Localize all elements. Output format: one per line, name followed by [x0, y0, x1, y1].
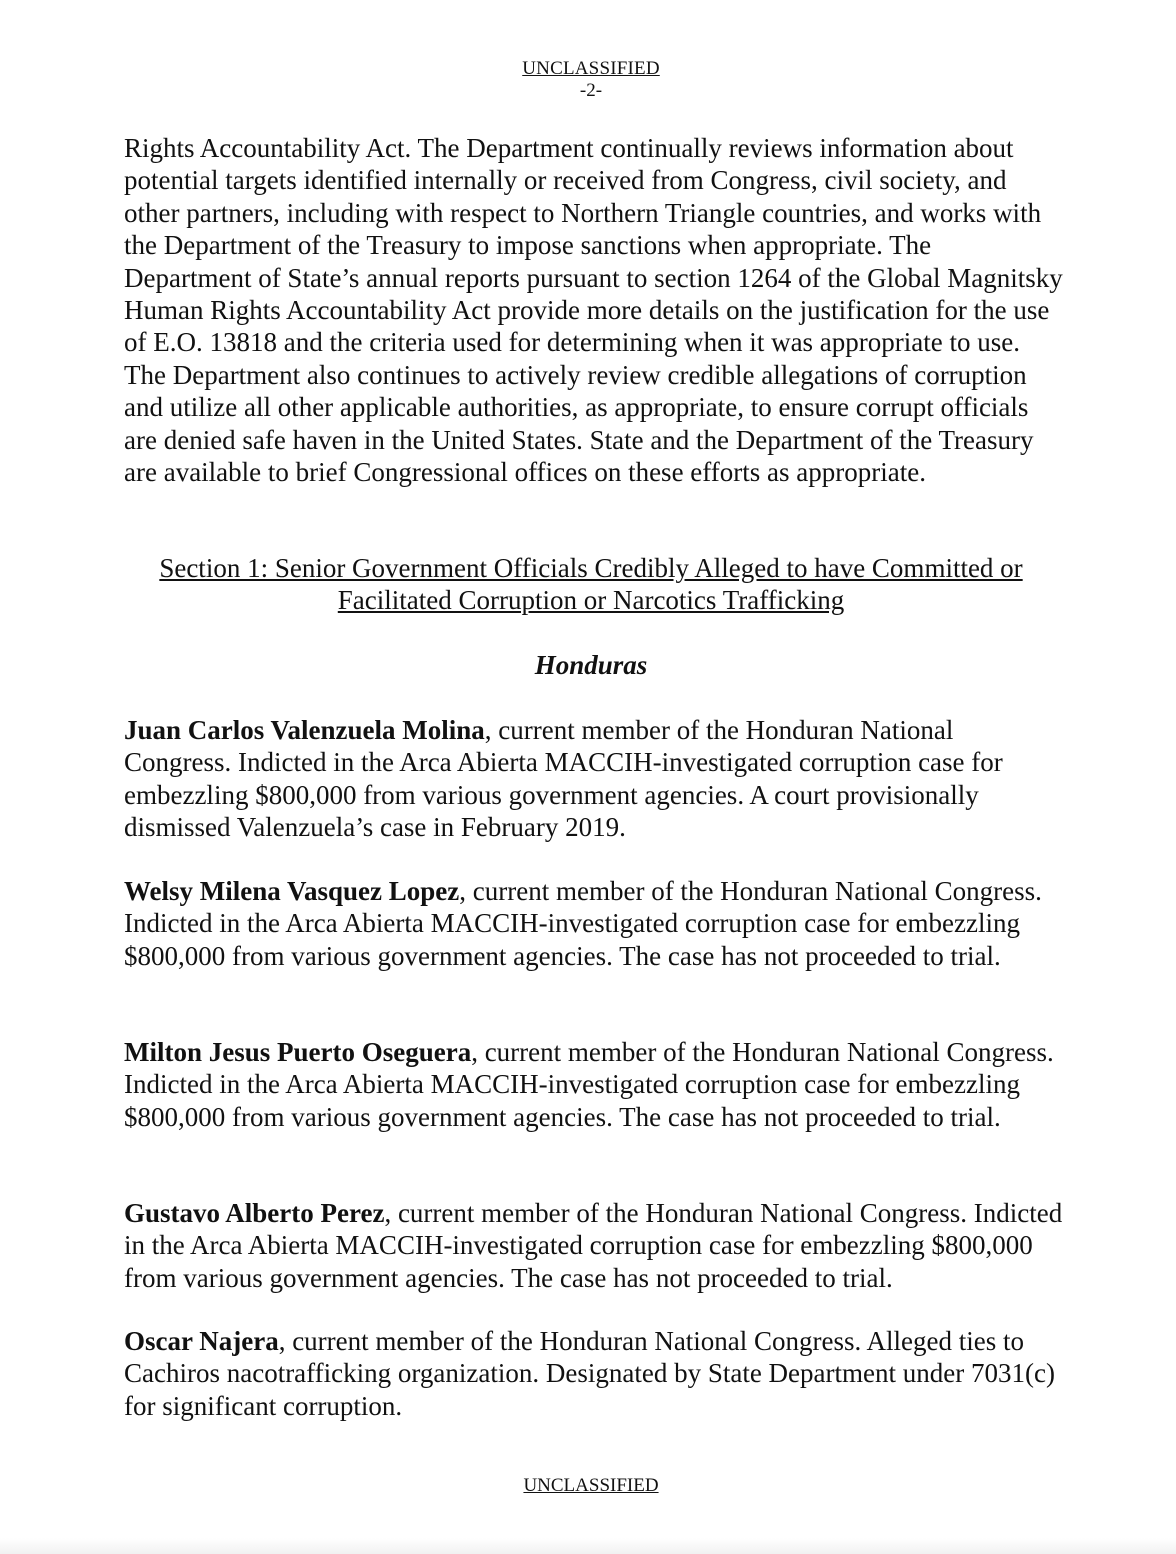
official-entry — [124, 714, 1064, 844]
official-description: , current member of the Honduran National Congress. Indicted in the Arca Abierta MACCIH-investigated corruption case for embezzling $800,000 from various government agencies. The case has not proceeded to trial. — [124, 1037, 1054, 1132]
header-classification: UNCLASSIFIED — [522, 58, 660, 79]
official-description: , current member of the Honduran National Congress. Alleged ties to Cachiros nacotrafficking organization. Designated by State Department under 7031(c) for significant corruption. — [124, 1326, 1055, 1421]
intro-paragraph: Rights Accountability Act. The Department continually reviews information about potential targets identified internally or received from Congress, civil society, and other partners, including with respect to Northern Triangle countries, and works with the Department of the Treasury to impose sanctions when appropriate. The Department of State’s annual reports pursuant to section 1264 of the Global Magnitsky Human Rights Accountability Act provide more details on the justification for the use of E.O. 13818 and the criteria used for determining when it was appropriate to use. The Department also continues to actively review credible allegations of corruption and utilize all other applicable authorities, as appropriate, to ensure corrupt officials are denied safe haven in the United States. State and the Department of the Treasury are available to brief Congressional offices on these efforts as appropriate. — [124, 133, 1063, 488]
official-name: Gustavo Alberto Perez — [124, 1198, 385, 1228]
official-description: , current member of the Honduran National Congress. Indicted in the Arca Abierta MACCIH-investigated corruption case for embezzling $800,000 from various government agencies. The case has not proceeded to trial. — [124, 1198, 1063, 1293]
section-heading: Section 1: Senior Government Officials Credibly Alleged to have Committed or Facilitated Corruption or Narcotics Trafficking — [159, 553, 1023, 616]
official-name: Milton Jesus Puerto Oseguera — [124, 1037, 472, 1067]
official-description: , current member of the Honduran National Congress. Indicted in the Arca Abierta MACCIH-investigated corruption case for embezzling $800,000 from various government agencies. A court provisionally dismissed Valenzuela’s case in February 2019. — [124, 715, 1003, 843]
official-entry — [124, 875, 1064, 972]
official-description: , current member of the Honduran National Congress. Indicted in the Arca Abierta MACCIH-investigated corruption case for embezzling $800,000 from various government agencies. The case has not proceeded to trial. — [124, 876, 1042, 971]
official-name: Juan Carlos Valenzuela Molina — [124, 715, 485, 745]
official-entry — [124, 1197, 1064, 1294]
scan-edge-shadow — [0, 1538, 1176, 1554]
official-entry — [124, 1036, 1064, 1133]
official-name: Oscar Najera — [124, 1326, 279, 1356]
page-number: -2- — [579, 80, 603, 101]
footer-classification: UNCLASSIFIED — [523, 1475, 659, 1496]
official-name: Welsy Milena Vasquez Lopez — [124, 876, 460, 906]
official-entry — [124, 1325, 1064, 1422]
country-heading: Honduras — [534, 650, 648, 680]
